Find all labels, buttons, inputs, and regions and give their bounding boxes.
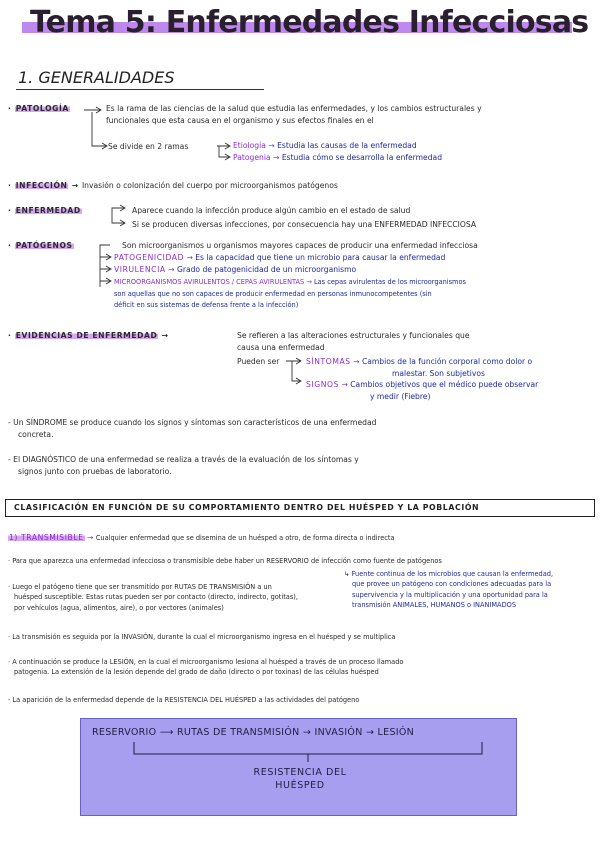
enfermedad-line1: Aparece cuando la infección produce algún cambio en el estado de salud (132, 206, 411, 215)
transmisible-p3: · La transmisión es seguida por la INVASIÓN, durante la cual el microorganismo ingresa en el huésped y se multiplica (8, 633, 396, 641)
transmisible-p5: - La aparición de la enfermedad depende de la RESISTENCIA DEL HUÉSPED a las actividades del patógeno (8, 696, 360, 704)
sindrome-line1: - Un SÍNDROME se produce cuando los signos y síntomas son característicos de una enfermedad (8, 418, 377, 427)
evidencias-line2: causa una enfermedad (237, 343, 325, 352)
evidencias-branch (284, 357, 306, 387)
patogenicidad-item: PATOGENICIDAD → Es la capacidad que tiene un microbio para causar la enfermedad (114, 253, 446, 262)
patologia-label: · PATOLOGÍA (8, 104, 69, 113)
transmisible-p2: · Luego el patógeno tiene que ser transmitido por RUTAS DE TRANSMISIÓN a un huésped susceptible. Estas rutas pueden ser por contacto (directo, indirecto, gotitas), por vehículos (agua, alimentos, aire), o por vectores (animales) (8, 583, 298, 612)
signos-item: SIGNOS → Cambios objetivos que el médico puede observar (306, 380, 539, 389)
patologia-divide: Se divide en 2 ramas (108, 142, 189, 151)
flow-lesion: LESIÓN (377, 727, 415, 738)
etiologia-item: Etiología → Estudia las causas de la enfermedad (233, 141, 417, 150)
flow-bracket (132, 740, 492, 766)
evidencias-label: · EVIDENCIAS DE ENFERMEDAD → (8, 331, 169, 340)
evidencias-pueden: Pueden ser (237, 357, 280, 366)
section-heading-generalidades: 1. GENERALIDADES (18, 68, 175, 87)
branch-connector (215, 142, 233, 162)
enfermedad-line2: Si se producen diversas infecciones, por consecuencia hay una ENFERMEDAD INFECCIOSA (132, 220, 477, 229)
page-title: Tema 5: Enfermedades Infecciosas (30, 5, 589, 40)
bracket-connector (90, 112, 110, 152)
diagnostico-line2: signos junto con pruebas de laboratorio. (18, 467, 172, 476)
evidencias-line1: Se refieren a las alteraciones estructurales y funcionales que (237, 331, 470, 340)
heading-underline (16, 89, 264, 90)
flow-resistencia: RESISTENCIA DEL HUÉSPED (253, 767, 347, 791)
avirulentos-def3: déficit en sus sistemas de defensa frente a la infección) (114, 301, 299, 309)
patologia-def-line1: Es la rama de las ciencias de la salud que estudia las enfermedades, y los cambios estructurales y (106, 104, 482, 113)
transmisible-item: 1) TRANSMISIBLE → Cualquier enfermedad que se disemina de un huésped a otro, de forma directa o indirecta (9, 533, 395, 542)
diagnostico-line1: - El DIAGNÓSTICO de una enfermedad se realiza a través de la evaluación de los síntomas y (8, 455, 359, 464)
sindrome-line2: concreta. (18, 430, 54, 439)
sintomas-item: SÍNTOMAS → Cambios de la función corporal como dolor o (306, 357, 533, 366)
virulencia-item: VIRULENCIA → Grado de patogenicidad de un microorganismo (114, 265, 357, 274)
infeccion-item: · INFECCIÓN → Invasión o colonización del cuerpo por microorganismos patógenos (8, 181, 338, 190)
enfermedad-label: · ENFERMEDAD (8, 206, 81, 215)
signos-def2: y medir (Fiebre) (370, 392, 431, 401)
reservorio-note: ↳ Fuente continua de los microbios que causan la enfermedad, que provee un patógeno con condiciones adecuadas para la supervivencia y la multiplicación y una oportunidad para la transmisión ANIMALES, HUMANOS o INANIMADOS (344, 570, 554, 610)
classification-heading: CLASIFICACIÓN EN FUNCIÓN DE SU COMPORTAMIENTO DENTRO DEL HUÉSPED Y LA POBLACIÓN (14, 503, 480, 512)
transmisible-p1: · Para que aparezca una enfermedad infecciosa o transmisible debe haber un RESERVORIO de infección como fuente de patógenos (8, 557, 442, 565)
patologia-def-line2: funcionales que esta causa en el organismo y sus efectos finales en el (106, 116, 374, 125)
transmisible-p4: · A continuación se produce la LESIÓN, en la cual el microorganismo lesiona al huésped a través de un proceso llamado patogenia. La extensión de la lesión depende del grado de daño (directo o por toxinas) de las células huésped (8, 658, 404, 677)
flow-rutas: RUTAS DE TRANSMISIÓN (177, 727, 300, 738)
flow-reservorio: RESERVORIO (92, 727, 157, 738)
flow-arrow-icon: ⟶ (159, 727, 177, 738)
patogenos-label: · PATÓGENOS (8, 241, 73, 250)
avirulentos-item: MICROORGANISMOS AVIRULENTOS / CEPAS AVIRULENTAS → Las cepas avirulentas de los microorganismos (114, 278, 466, 286)
flow-arrow-icon: → (365, 727, 378, 738)
patogenos-line1: Son microorganismos u organismos mayores capaces de producir una enfermedad infecciosa (122, 241, 478, 250)
flow-invasion: INVASIÓN (314, 727, 363, 738)
enfermedad-bracket (110, 205, 134, 227)
flow-chain (92, 726, 414, 740)
flow-arrow-icon: → (302, 727, 315, 738)
avirulentos-def2: son aquellas que no son capaces de producir enfermedad en personas inmunocompetentes (sin (114, 290, 432, 298)
sintomas-def2: malestar. Son subjetivos (392, 369, 485, 378)
patogenia-item: Patogenia → Estudia cómo se desarrolla la enfermedad (233, 153, 443, 162)
